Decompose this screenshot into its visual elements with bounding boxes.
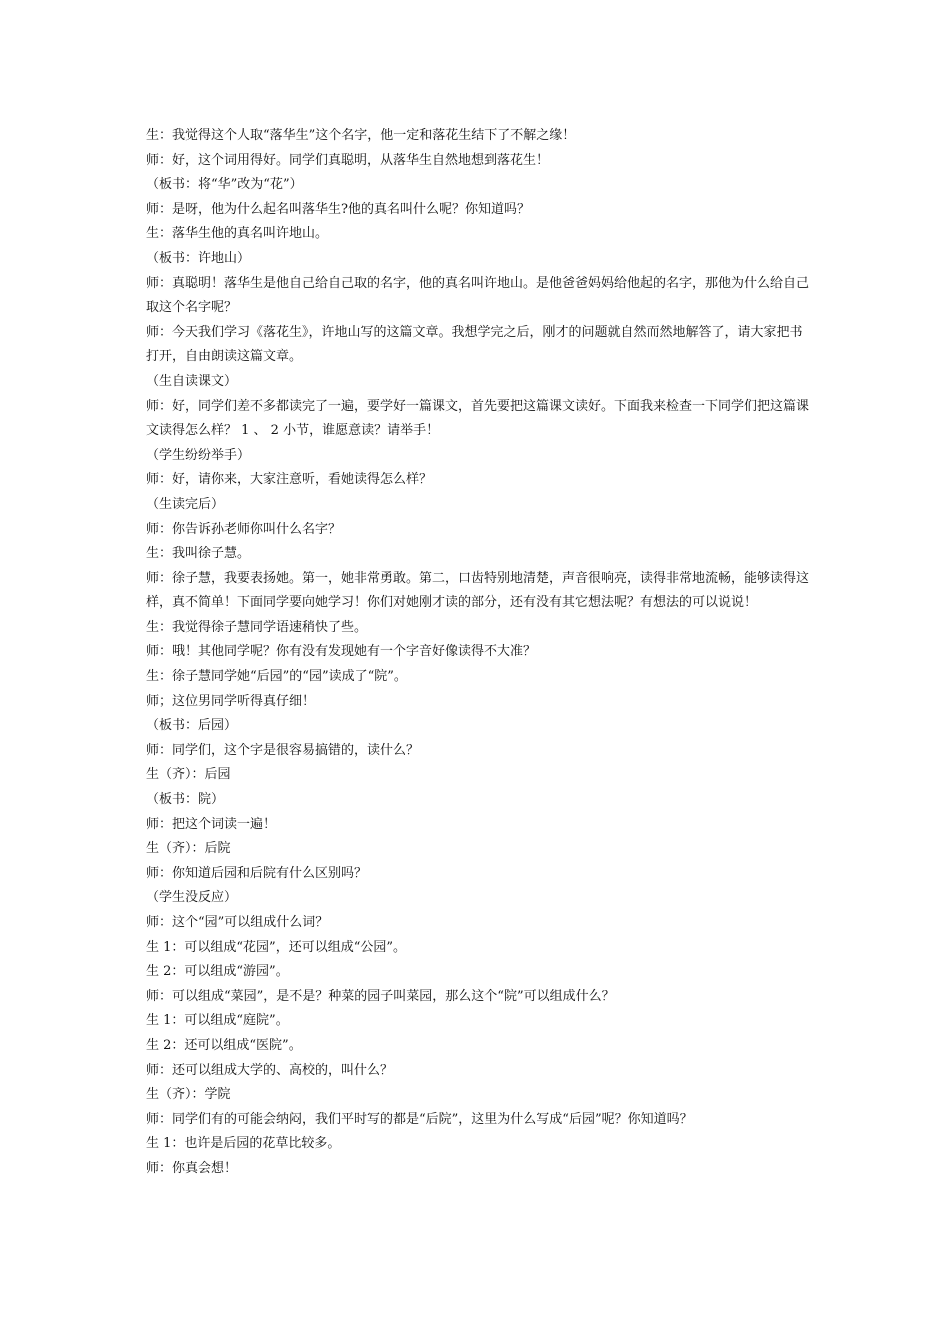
paragraph: （生读完后） xyxy=(146,496,225,512)
paragraph: 师：你真会想！ xyxy=(146,1160,238,1176)
paragraph: （板书：将“华”改为“花”） xyxy=(146,177,303,193)
paragraph: （生自读课文） xyxy=(146,373,238,389)
paragraph: 生：落华生他的真名叫许地山。 xyxy=(146,226,329,242)
paragraph: 生 1：也许是后园的花草比较多。 xyxy=(146,1136,341,1152)
paragraph: 师：把这个词读一遍！ xyxy=(146,816,277,832)
paragraph: 师：你告诉孙老师你叫什么名字？ xyxy=(146,521,342,537)
paragraph: 师：可以组成“菜园”，是不是？种菜的园子叫菜园，那么这个“院”可以组成什么？ xyxy=(146,988,615,1004)
paragraph: 生：我觉得这个人取“落华生”这个名字，他一定和落花生结下了不解之缘！ xyxy=(146,128,576,143)
paragraph: （板书：后园） xyxy=(146,718,238,734)
paragraph: 师：这个“园”可以组成什么词？ xyxy=(146,915,329,930)
paragraph: （学生纷纷举手） xyxy=(146,447,251,463)
paragraph: 师：好，同学们差不多都读完了一遍，要学好一篇课文，首先要把这篇课文读好。下面我来检查一下同学们把这篇课文读得怎么样？ 1 、 2 小节，谁愿意读？请举手！ xyxy=(146,398,810,439)
paragraph: 生 2：还可以组成“医院”。 xyxy=(146,1037,302,1053)
paragraph: 师：你知道后园和后院有什么区别吗？ xyxy=(146,865,368,881)
paragraph: 师：今天我们学习《落花生》，许地山写的这篇文章。我想学完之后，刚才的问题就自然而然地解答了，请大家把书打开，自由朗读这篇文章。 xyxy=(146,324,803,365)
paragraph: （板书：许地山） xyxy=(146,250,251,266)
paragraph: 师：是呀，他为什么起名叫落华生?他的真名叫什么呢？你知道吗？ xyxy=(146,201,530,217)
paragraph: 生 1：可以组成“庭院”。 xyxy=(146,1013,289,1029)
paragraph: 生（齐）：学院 xyxy=(146,1087,231,1103)
paragraph: 生：我叫徐子慧。 xyxy=(146,546,251,562)
paragraph: 师：徐子慧，我要表扬她。第一，她非常勇敢。第二，口齿特别地清楚，声音很响亮，读得非常地流畅，能够读得这样，真不简单！下面同学要向她学习！你们对她刚才读的部分，还有没有其它想法呢？有想法的可以说说！ xyxy=(146,570,810,611)
paragraph: 生（齐）：后园 xyxy=(146,767,231,783)
paragraph: 生 1：可以组成“花园”，还可以组成“公园”。 xyxy=(146,939,406,955)
paragraph: 师：同学们有的可能会纳闷，我们平时写的都是“后院”，这里为什么写成“后园”呢？你知道吗？ xyxy=(146,1111,693,1127)
paragraph: 师：好，这个词用得好。同学们真聪明，从落华生自然地想到落花生！ xyxy=(146,152,550,168)
paragraph: 师：真聪明！落华生是他自己给自己取的名字，他的真名叫许地山。是他爸爸妈妈给他起的名字，那他为什么给自己取这个名字呢？ xyxy=(146,275,810,316)
paragraph: 师；这位男同学听得真仔细！ xyxy=(146,693,316,709)
paragraph: 师：同学们，这个字是很容易搞错的，读什么？ xyxy=(146,742,420,758)
paragraph: 师：哦！其他同学呢？你有没有发现她有一个字音好像读得不大准？ xyxy=(146,644,537,660)
paragraph: 师：好，请你来，大家注意听，看她读得怎么样？ xyxy=(146,472,433,488)
paragraph: （学生没反应） xyxy=(146,890,238,906)
paragraph: 师：还可以组成大学的、高校的，叫什么？ xyxy=(146,1062,394,1078)
paragraph: 生：我觉得徐子慧同学语速稍快了些。 xyxy=(146,619,368,635)
paragraph: 生：徐子慧同学她“后园”的“园”读成了“院”。 xyxy=(146,669,407,685)
paragraph: （板书：院） xyxy=(146,792,225,808)
paragraph: 生（齐）：后院 xyxy=(146,841,231,857)
paragraph: 生 2：可以组成“游园”。 xyxy=(146,964,289,980)
